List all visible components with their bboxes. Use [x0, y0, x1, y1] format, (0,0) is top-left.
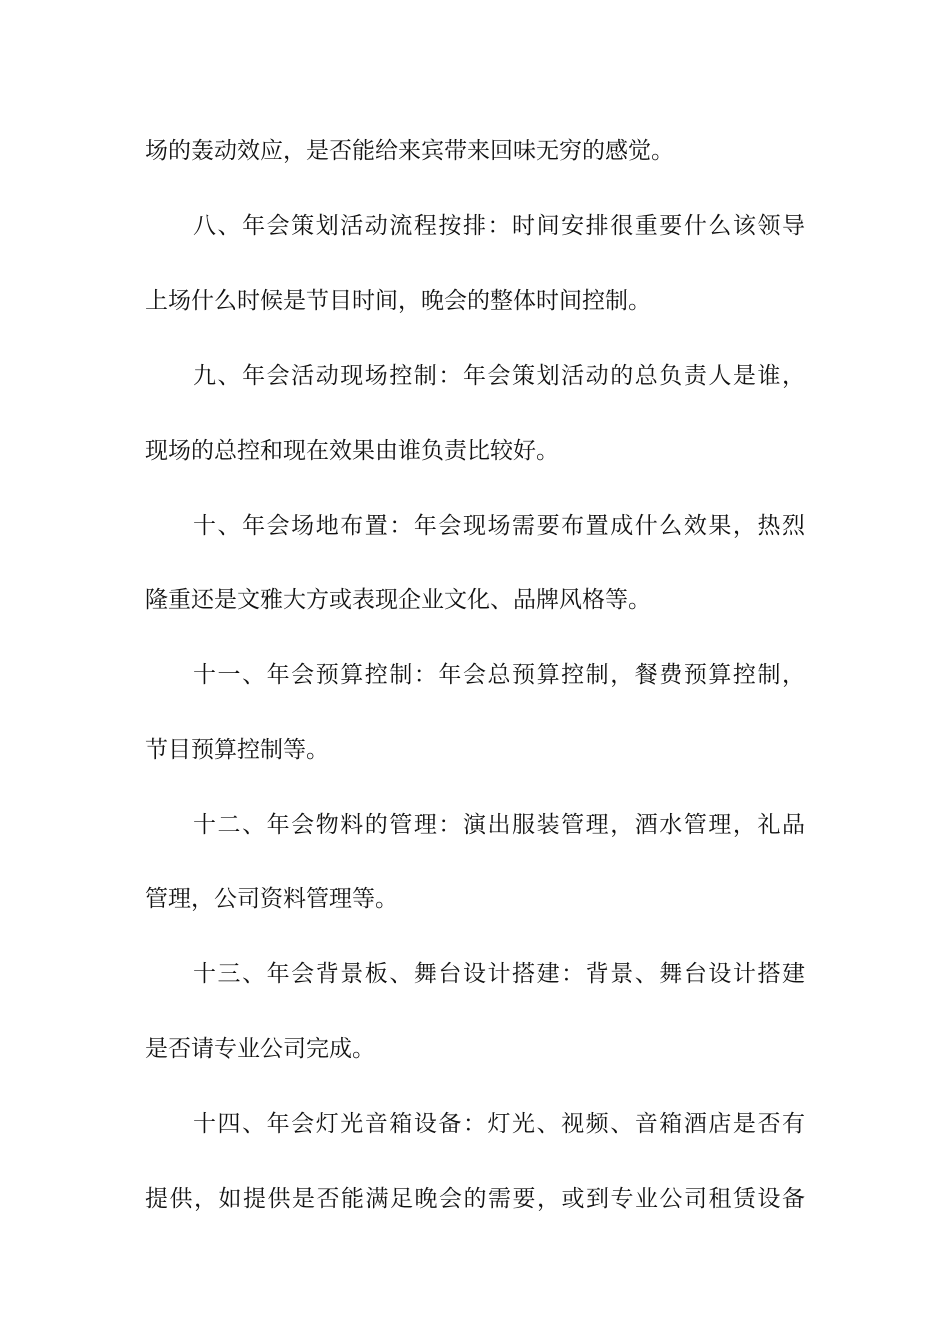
text-line-5: 现场的总控和现在效果由谁负责比较好。 [145, 438, 559, 464]
text-line-15: 提供，如提供是否能满足晚会的需要，或到专业公司租赁设备 [145, 1186, 805, 1212]
text-line-1: 场的轰动效应，是否能给来宾带来回味无穷的感觉。 [145, 138, 674, 164]
text-line-13: 是否请专业公司完成。 [145, 1036, 375, 1062]
text-line-3: 上场什么时候是节目时间，晚会的整体时间控制。 [145, 288, 651, 314]
text-line-12: 十三、年会背景板、舞台设计搭建：背景、舞台设计搭建 [193, 961, 805, 987]
text-line-2: 八、年会策划活动流程按排：时间安排很重要什么该领导 [193, 213, 805, 239]
text-line-9: 节目预算控制等。 [145, 737, 329, 763]
text-line-8: 十一、年会预算控制：年会总预算控制，餐费预算控制， [193, 662, 805, 688]
text-line-6: 十、年会场地布置：年会现场需要布置成什么效果，热烈 [193, 513, 805, 539]
text-line-14: 十四、年会灯光音箱设备：灯光、视频、音箱酒店是否有 [193, 1111, 805, 1137]
text-line-11: 管理，公司资料管理等。 [145, 886, 398, 912]
text-line-4: 九、年会活动现场控制：年会策划活动的总负责人是谁， [193, 363, 805, 389]
text-line-10: 十二、年会物料的管理：演出服装管理，酒水管理，礼品 [193, 812, 805, 838]
text-line-7: 隆重还是文雅大方或表现企业文化、品牌风格等。 [145, 587, 651, 613]
